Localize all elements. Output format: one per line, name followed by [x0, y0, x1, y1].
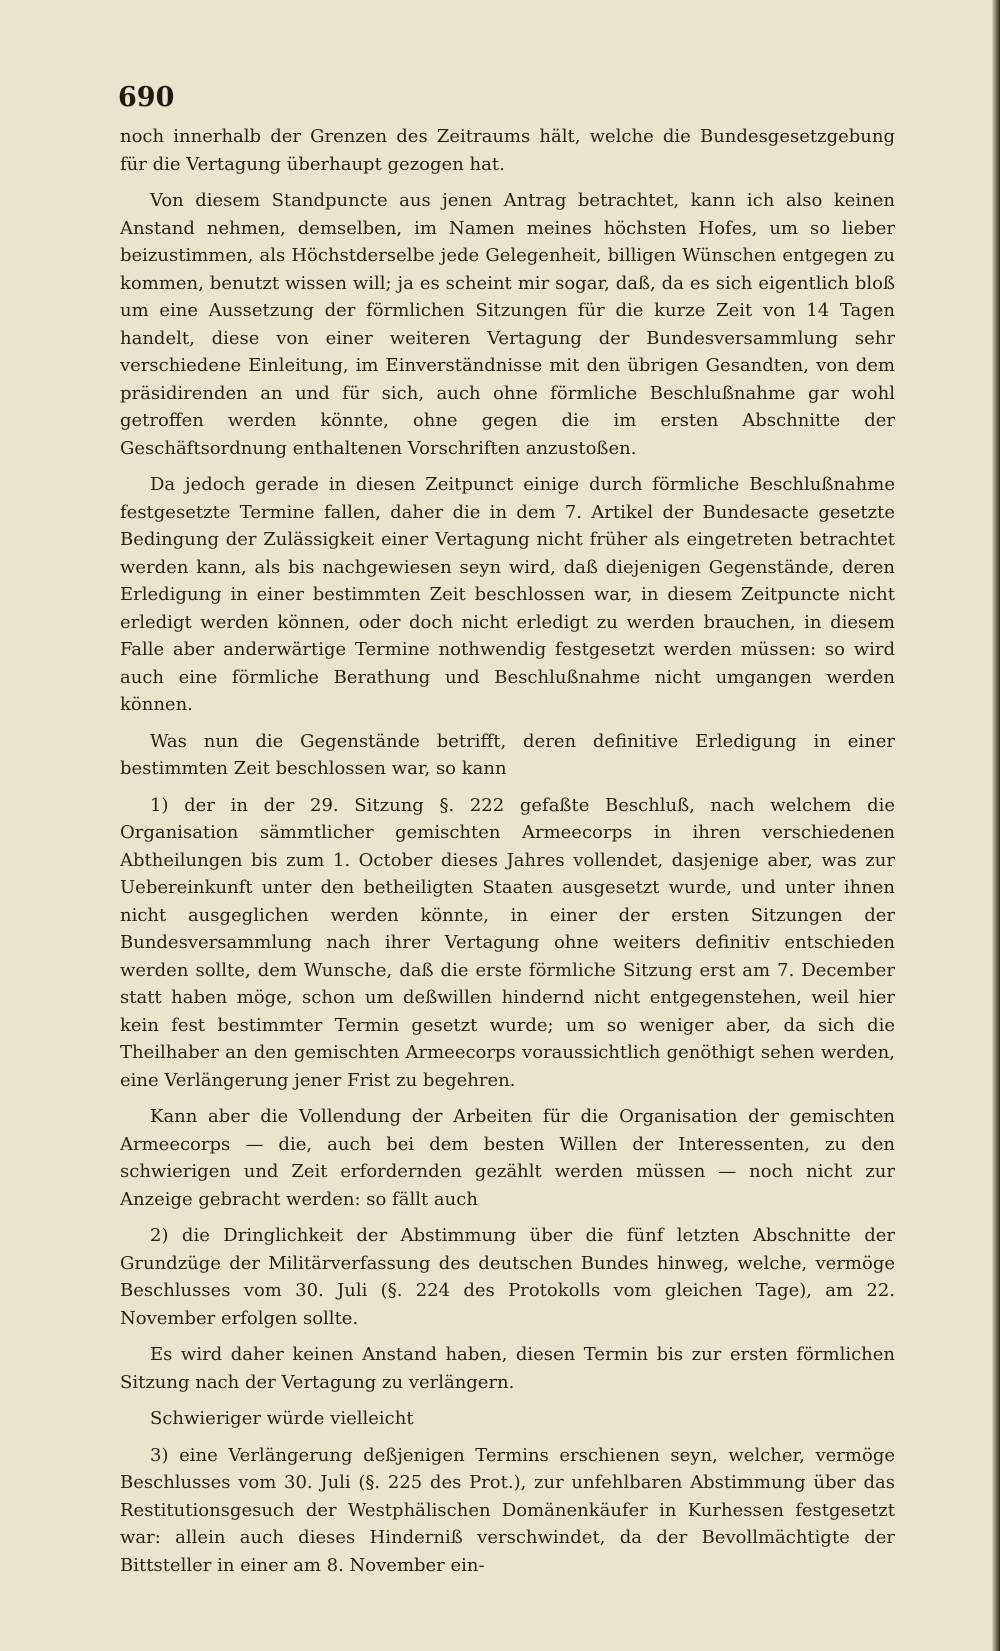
paragraph-1: noch innerhalb der Grenzen des Zeitraums hält, welche die Bundesgesetzgebung für die Vertagung überhaupt gezogen hat.	[120, 126, 895, 175]
paragraph-2: Von diesem Standpuncte aus jenen Antrag betrachtet, kann ich also keinen Anstand nehmen, demselben, im Namen meines höchsten Hofes, um so lieber beizustimmen, als Höchstderselbe jede Gelegenheit, billigen Wünschen entgegen zu kommen, benutzt wissen will; ja es scheint mir sogar, daß, da es sich eigentlich bloß um eine Aussetzung der förmlichen Sitzungen für die kurze Zeit von 14 Tagen handelt, diese von einer weiteren Vertagung der Bundesversammlung sehr verschiedene Einleitung, im Einverständnisse mit den übrigen Gesandten, von dem präsidirenden an und für sich, auch ohne förmliche Beschlußnahme gar wohl getroffen werden könnte, ohne gegen die im ersten Abschnitte der Geschäftsordnung enthaltenen Vorschriften anzustoßen.	[120, 190, 895, 459]
paragraph-4: Was nun die Gegenstände betrifft, deren definitive Erledigung in einer bestimmten Zeit beschlossen war, so kann	[120, 730, 895, 779]
paragraph-9: Schwieriger würde vielleicht	[150, 1408, 414, 1429]
paragraph-3: Da jedoch gerade in diesen Zeitpunct einige durch förmliche Beschlußnahme festgesetzte Termine fallen, daher die in dem 7. Artikel der Bundesacte gesetzte Bedingung der Zulässigkeit einer Vertagung nicht früher als eingetreten betrachtet werden kann, als bis nachgewiesen seyn wird, daß diejenigen Gegenstände, deren Erledigung in einer bestimmten Zeit beschlossen war, in diesem Zeitpuncte nicht erledigt werden können, oder doch nicht erledigt zu werden brauchen, in diesem Falle aber anderwärtige Termine nothwendig festgesetzt werden müssen: so wird auch eine förmliche Berathung und Beschlußnahme nicht umgangen werden können.	[120, 474, 895, 715]
paragraph-5: 1) der in der 29. Sitzung §. 222 gefaßte Beschluß, nach welchem die Organisation sämmtlicher gemischten Armeecorps in ihren verschiedenen Abtheilungen bis zum 1. October dieses Jahres vollendet, dasjenige aber, was zur Uebereinkunft unter den betheiligten Staaten ausgesetzt wurde, und unter ihnen nicht ausgeglichen werden könnte, in einer der ersten Sitzungen der Bundesversammlung nach ihrer Vertagung ohne weiters definitiv entschieden werden sollte, dem Wunsche, daß die erste förmliche Sitzung erst am 7. December statt haben möge, schon um deßwillen hindernd nicht entgegenstehen, weil hier kein fest bestimmter Termin gesetzt wurde; um so weniger aber, da sich die Theilhaber an den gemischten Armeecorps voraussichtlich genöthigt sehen werden, eine Verlängerung jener Frist zu begehren.	[120, 794, 895, 1091]
paragraph-6: Kann aber die Vollendung der Arbeiten für die Organisation der gemischten Armeecorps — die, auch bei dem besten Willen der Interessenten, zu den schwierigen und Zeit erfordernden gezählt werden müssen — noch nicht zur Anzeige gebracht werden: so fällt auch	[120, 1106, 895, 1210]
paragraph-10: 3) eine Verlängerung deßjenigen Termins erschienen seyn, welcher, vermöge Beschlusses vom 30. Juli (§. 225 des Prot.), zur unfehlbaren Abstimmung über das Restitutionsgesuch der Westphälischen Domänenkäufer in Kurhessen festgesetzt war: allein auch dieses Hinderniß verschwindet, da der Bevollmächtigte der Bittsteller in einer am 8. November ein-	[120, 1444, 895, 1576]
paragraph-8: Es wird daher keinen Anstand haben, diesen Termin bis zur ersten förmlichen Sitzung nach der Vertagung zu verlängern.	[120, 1344, 895, 1393]
page-number: 690	[118, 82, 175, 113]
binding-edge	[992, 0, 1000, 1651]
page-text	[120, 123, 895, 1579]
paragraph-7: 2) die Dringlichkeit der Abstimmung über die fünf letzten Abschnitte der Grundzüge der Militärverfassung des deutschen Bundes hinweg, welche, vermöge Beschlusses vom 30. Juli (§. 224 des Protokolls vom gleichen Tage), am 22. November erfolgen sollte.	[120, 1225, 895, 1329]
